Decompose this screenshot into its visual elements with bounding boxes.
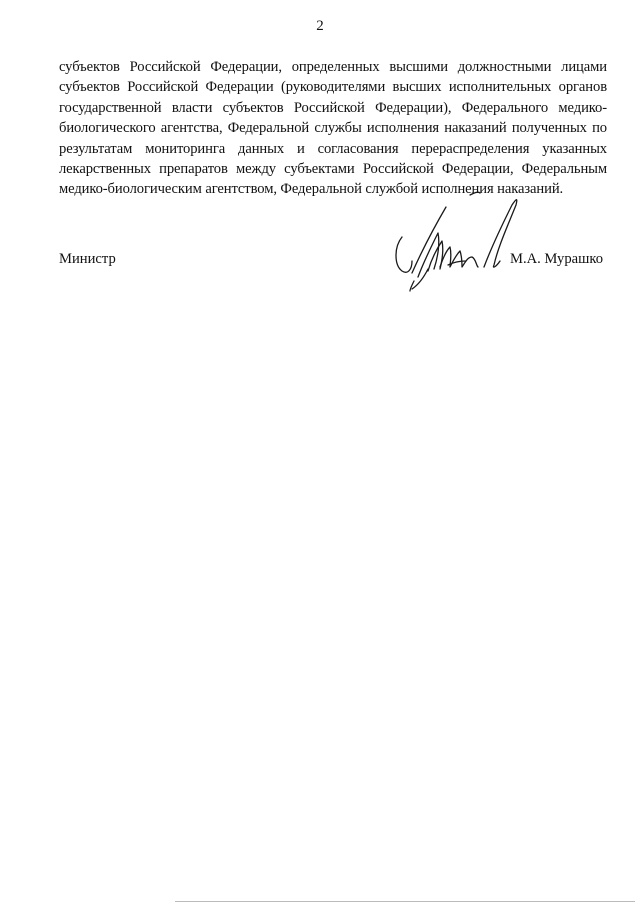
page-edge-line bbox=[175, 901, 635, 902]
body-paragraph: субъектов Российской Федерации, определенных высшими должностными лицами субъектов Российской Федерации (руководителями высших исполнительных органов государственной власти субъектов Российской Федерации), Федерального медико-биологического агентства, Федеральной службы исполнения наказаний полученных по результатам мониторинга данных и согласования перераспределения указанных лекарственных препаратов между субъектами Российской Федерации, Федеральным медико-биологическим агентством, Федеральной службой исполнения наказаний. bbox=[59, 59, 607, 198]
signer-title: Министр bbox=[59, 251, 116, 267]
page-number: 2 bbox=[316, 18, 324, 34]
signer-name: М.А. Мурашко bbox=[509, 251, 603, 267]
handwritten-signature bbox=[388, 185, 528, 295]
